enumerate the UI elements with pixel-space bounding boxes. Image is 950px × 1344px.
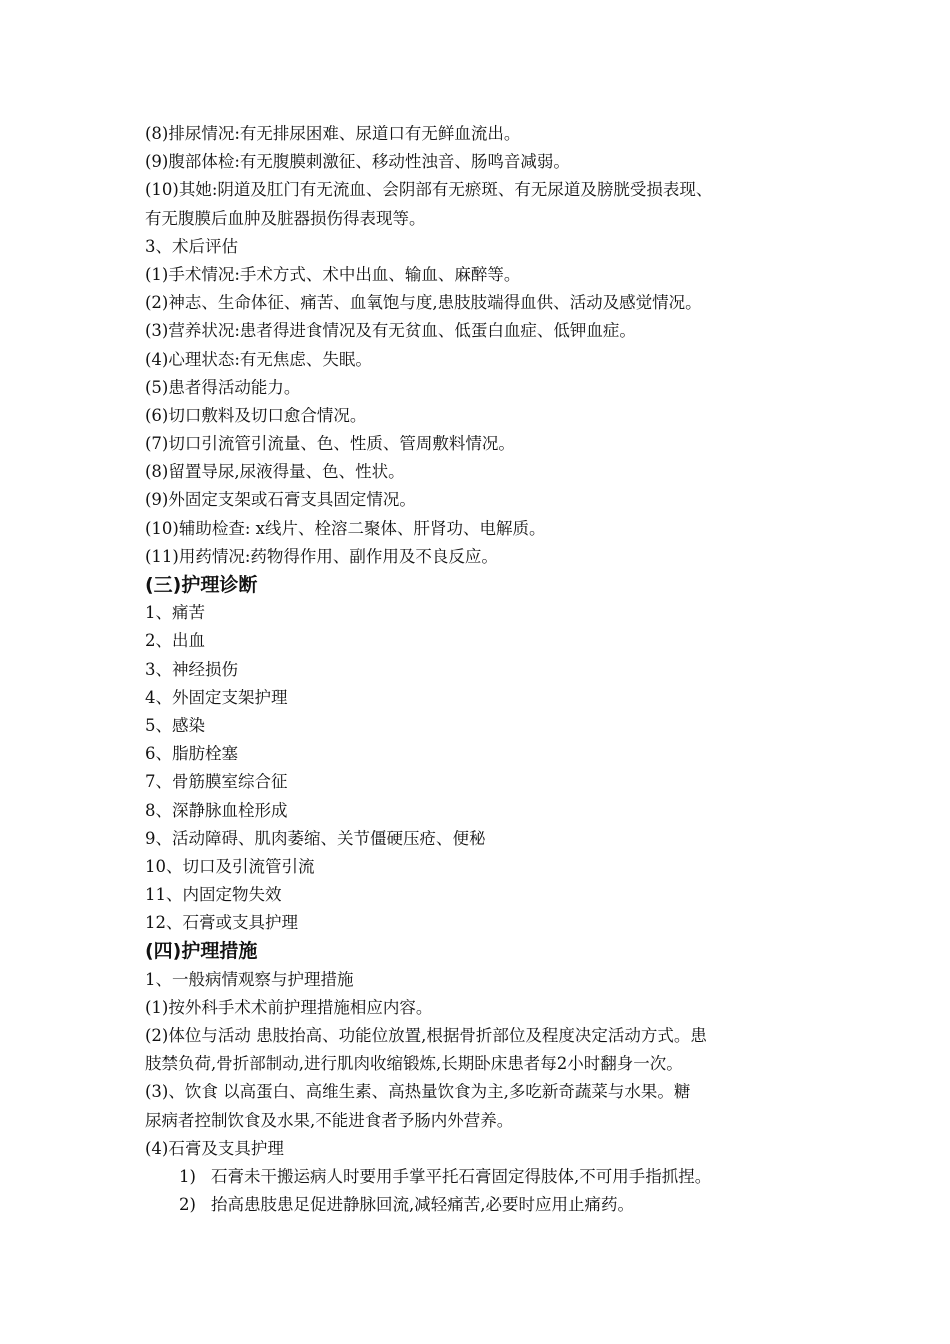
text-line <box>145 233 815 261</box>
text-line <box>145 684 815 712</box>
line-text: (2)体位与活动 患肢抬高、功能位放置,根据骨折部位及程度决定活动方式。患 <box>145 1026 707 1045</box>
line-text: 9、活动障碍、肌肉萎缩、关节僵硬压疮、便秘 <box>145 828 486 848</box>
text-line <box>145 599 815 627</box>
line-text: (6)切口敷料及切口愈合情况。 <box>145 405 367 425</box>
text-line <box>145 346 815 374</box>
line-text: (2)神志、生命体征、痛苦、血氧饱与度,患肢肢端得血供、活动及感觉情况。 <box>145 293 702 313</box>
line-text: 3、神经损伤 <box>145 659 238 679</box>
text-line <box>145 1050 815 1078</box>
line-text: 11、内固定物失效 <box>145 885 282 905</box>
text-line <box>145 261 815 289</box>
line-text: 2、出血 <box>145 631 205 651</box>
line-text: 10、切口及引流管引流 <box>145 856 315 876</box>
line-text: (5)患者得活动能力。 <box>145 377 301 397</box>
line-text: (8)排尿情况:有无排尿困难、尿道口有无鲜血流出。 <box>145 124 521 143</box>
text-line <box>145 853 815 881</box>
line-text: 7、骨筋膜室综合征 <box>145 772 288 792</box>
list-number: 1) <box>179 1166 196 1186</box>
line-text: (四)护理措施 <box>145 940 258 963</box>
text-line <box>145 120 815 148</box>
line-text: (1)手术情况:手术方式、术中出血、输血、麻醉等。 <box>145 264 521 284</box>
text-line <box>145 317 815 345</box>
text-line <box>145 205 815 233</box>
line-text: (9)外固定支架或石膏支具固定情况。 <box>145 490 416 510</box>
line-text: 5、感染 <box>145 715 205 735</box>
text-line <box>145 1191 815 1219</box>
text-line <box>145 486 815 514</box>
line-text: 3、术后评估 <box>145 236 238 256</box>
text-line <box>145 881 815 909</box>
text-line <box>145 374 815 402</box>
line-text: (三)护理诊断 <box>145 574 258 596</box>
text-line <box>145 1163 815 1191</box>
text-line <box>145 656 815 684</box>
line-text: 8、深静脉血栓形成 <box>145 800 288 820</box>
line-text: 4、外固定支架护理 <box>145 687 288 707</box>
text-line <box>145 627 815 655</box>
line-text: (3)营养状况:患者得进食情况及有无贫血、低蛋白血症、低钾血症。 <box>145 321 636 341</box>
text-line <box>145 543 815 571</box>
line-text: 6、脂肪栓塞 <box>145 744 238 764</box>
text-line <box>145 176 815 204</box>
text-line <box>145 740 815 768</box>
text-line <box>145 909 815 937</box>
text-line <box>145 1135 815 1163</box>
text-line <box>145 797 815 825</box>
line-text: 有无腹膜后血肿及脏器损伤得表现等。 <box>145 208 426 228</box>
text-line <box>145 966 815 994</box>
text-line <box>145 768 815 796</box>
text-line <box>145 148 815 176</box>
text-line <box>145 430 815 458</box>
text-line <box>145 402 815 430</box>
line-text: (1)按外科手术术前护理措施相应内容。 <box>145 997 433 1017</box>
list-number: 2) <box>179 1195 196 1215</box>
line-text: (3)、饮食 以高蛋白、高维生素、高热量饮食为主,多吃新奇蔬菜与水果。糖 <box>145 1082 691 1102</box>
line-text: 抬高患肢患足促进静脉回流,减轻痛苦,必要时应用止痛药。 <box>211 1195 634 1215</box>
line-text: (9)腹部体检:有无腹膜刺激征、移动性浊音、肠鸣音减弱。 <box>145 152 570 172</box>
section-heading <box>145 571 815 599</box>
text-line <box>145 458 815 486</box>
text-line <box>145 515 815 543</box>
section-heading <box>145 937 815 965</box>
line-text: (4)石膏及支具护理 <box>145 1138 284 1158</box>
text-line <box>145 1022 815 1050</box>
line-text: 石膏未干搬运病人时要用手掌平托石膏固定得肢体,不可用手指抓捏。 <box>211 1166 712 1186</box>
text-line <box>145 825 815 853</box>
line-text: (7)切口引流管引流量、色、性质、管周敷料情况。 <box>145 434 515 454</box>
line-text: 12、石膏或支具护理 <box>145 913 298 933</box>
line-text: (8)留置导尿,尿液得量、色、性状。 <box>145 462 405 482</box>
document-body <box>145 120 815 1219</box>
text-line <box>145 994 815 1022</box>
text-line <box>145 1107 815 1135</box>
line-text: 尿病者控制饮食及水果,不能进食者予肠内外营养。 <box>145 1110 514 1130</box>
line-text: 肢禁负荷,骨折部制动,进行肌肉收缩锻炼,长期卧床患者每2小时翻身一次。 <box>145 1054 683 1074</box>
line-text: (4)心理状态:有无焦虑、失眠。 <box>145 349 372 369</box>
line-text: (10)辅助检查: x线片、栓溶二聚体、肝肾功、电解质。 <box>145 518 546 538</box>
text-line <box>145 712 815 740</box>
line-text: (11)用药情况:药物得作用、副作用及不良反应。 <box>145 546 498 566</box>
line-text: (10)其她:阴道及肛门有无流血、会阴部有无瘀斑、有无尿道及膀胱受损表现、 <box>145 180 713 200</box>
line-text: 1、痛苦 <box>145 603 205 623</box>
text-line <box>145 1078 815 1106</box>
text-line <box>145 289 815 317</box>
line-text: 1、一般病情观察与护理措施 <box>145 969 354 989</box>
